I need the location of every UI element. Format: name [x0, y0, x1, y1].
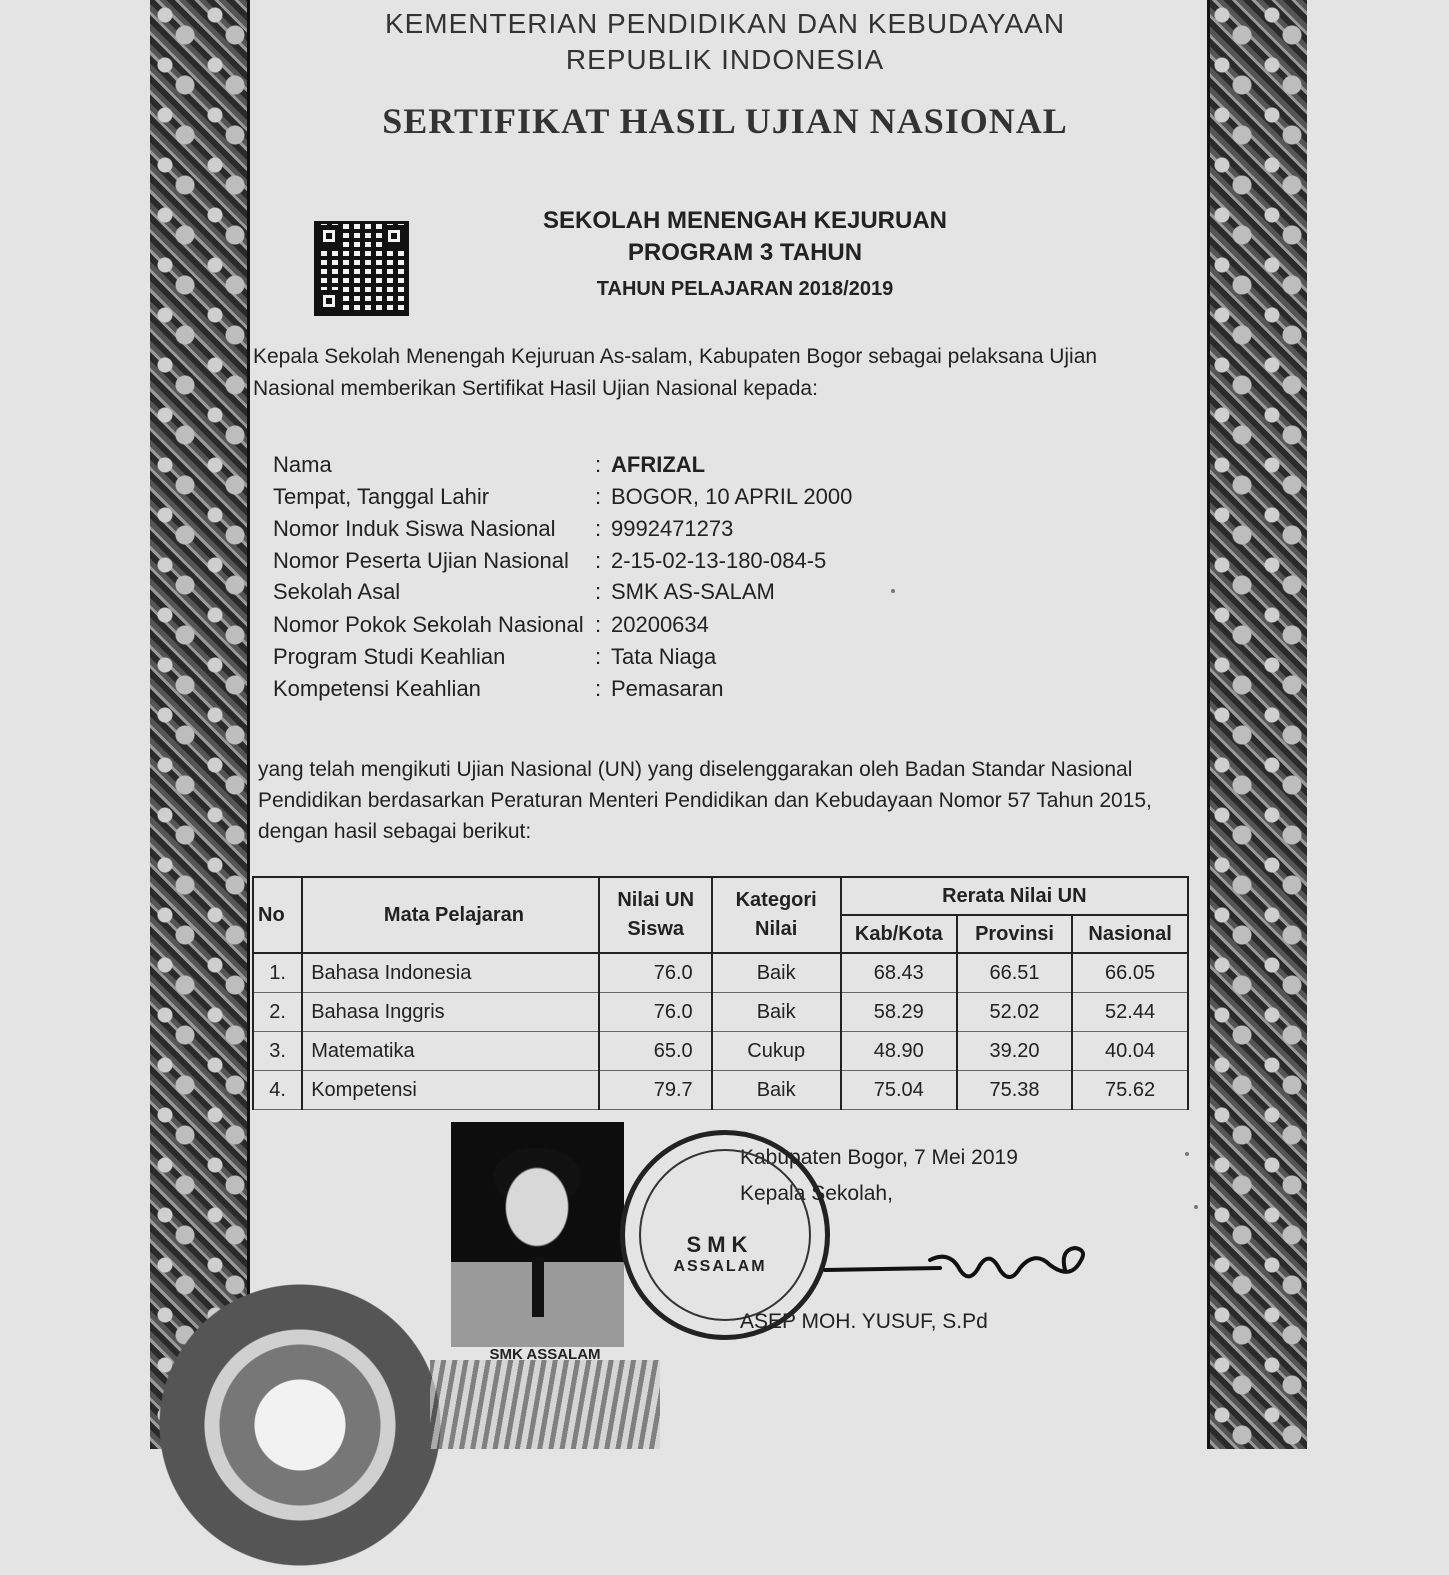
cell-kab: 58.29 — [841, 993, 957, 1032]
info-value: 9992471273 — [611, 516, 734, 541]
photo-caption: SMK ASSALAM — [489, 1346, 601, 1363]
cell-category: Cukup — [712, 1032, 841, 1071]
header-category-line: Nilai — [755, 918, 798, 940]
header-average-group: Rerata Nilai UN — [841, 877, 1188, 915]
header-no: No — [253, 877, 302, 953]
cell-score: 76.0 — [599, 993, 712, 1032]
info-value: 2-15-02-13-180-084-5 — [611, 548, 827, 573]
header-category-line: Kategori — [735, 889, 817, 911]
student-name: AFRIZAL — [611, 452, 706, 477]
info-label: Kompetensi Keahlian — [273, 676, 481, 701]
info-separator: : — [595, 676, 602, 701]
speck — [891, 589, 895, 593]
fingerprint-smudge — [430, 1360, 660, 1449]
info-label: Sekolah Asal — [273, 579, 401, 604]
info-separator: : — [595, 612, 602, 637]
cell-prov: 66.51 — [957, 953, 1072, 993]
qr-finder-icon — [383, 225, 405, 247]
header-kab: Kab/Kota — [841, 915, 957, 953]
stamp-text: ASSALAM — [673, 1258, 767, 1275]
info-separator: : — [595, 579, 602, 604]
cell-nas: 40.04 — [1072, 1032, 1188, 1071]
cell-no: 3. — [253, 1032, 302, 1071]
info-separator: : — [595, 516, 602, 541]
intro-paragraph — [253, 341, 1153, 405]
cell-nas: 52.44 — [1072, 993, 1188, 1032]
signature-place-date: Kabupaten Bogor, 7 Mei 2019 — [740, 1146, 1018, 1169]
intro-line: Nasional memberikan Sertifikat Hasil Ujian Nasional kepada: — [253, 377, 818, 400]
table-row — [253, 953, 1188, 993]
table-row — [253, 993, 1188, 1032]
table-header-row — [253, 877, 1188, 915]
signature-role: Kepala Sekolah, — [740, 1182, 893, 1205]
cell-score: 65.0 — [599, 1032, 712, 1071]
cell-kab: 48.90 — [841, 1032, 957, 1071]
cell-category: Baik — [712, 993, 841, 1032]
cell-no: 4. — [253, 1071, 302, 1110]
signature-name: ASEP MOH. YUSUF, S.Pd — [740, 1310, 988, 1333]
info-value: SMK AS-SALAM — [611, 579, 775, 604]
cell-kab: 75.04 — [841, 1071, 957, 1110]
cell-subject: Matematika — [302, 1032, 599, 1071]
tie-icon — [532, 1257, 544, 1317]
cell-subject: Kompetensi — [302, 1071, 599, 1110]
qr-code-icon — [314, 221, 409, 316]
statement-paragraph — [258, 754, 1188, 847]
table-row — [253, 1032, 1188, 1071]
header-score-line: Nilai UN — [617, 889, 695, 911]
info-label: Nama — [273, 452, 332, 477]
statement-line: dengan hasil sebagai berikut: — [258, 820, 532, 843]
cell-no: 1. — [253, 953, 302, 993]
header-subject: Mata Pelajaran — [302, 877, 599, 953]
embossed-seal-icon — [150, 1275, 450, 1575]
header-score-line: Siswa — [627, 918, 685, 940]
program-duration: PROGRAM 3 TAHUN — [627, 239, 863, 266]
cell-nas: 66.05 — [1072, 953, 1188, 993]
cell-score: 79.7 — [599, 1071, 712, 1110]
cell-prov: 75.38 — [957, 1071, 1072, 1110]
info-value: Pemasaran — [611, 676, 724, 701]
statement-line: Pendidikan berdasarkan Peraturan Menteri Pendidikan dan Kebudayaan Nomor 57 Tahun 2015, — [258, 789, 1152, 812]
info-label: Nomor Induk Siswa Nasional — [273, 516, 556, 541]
header-nas: Nasional — [1072, 915, 1188, 953]
info-value: Tata Niaga — [611, 644, 717, 669]
info-label: Tempat, Tanggal Lahir — [273, 484, 490, 509]
cell-score: 76.0 — [599, 953, 712, 993]
cell-category: Baik — [712, 1071, 841, 1110]
info-label: Nomor Peserta Ujian Nasional — [273, 548, 569, 573]
info-label: Nomor Pokok Sekolah Nasional — [273, 612, 584, 637]
ministry-name: KEMENTERIAN PENDIDIKAN DAN KEBUDAYAAN — [384, 8, 1066, 39]
info-separator: : — [595, 644, 602, 669]
header-prov: Provinsi — [957, 915, 1072, 953]
cell-kab: 68.43 — [841, 953, 957, 993]
header-category — [712, 877, 841, 953]
qr-finder-icon — [318, 225, 340, 247]
country-name: REPUBLIK INDONESIA — [565, 44, 885, 75]
cell-prov: 52.02 — [957, 993, 1072, 1032]
school-type: SEKOLAH MENENGAH KEJURUAN — [542, 207, 948, 234]
cell-no: 2. — [253, 993, 302, 1032]
cell-subject: Bahasa Indonesia — [302, 953, 599, 993]
info-label: Program Studi Keahlian — [273, 644, 506, 669]
ornamental-border-right — [1207, 0, 1307, 1449]
cell-subject: Bahasa Inggris — [302, 993, 599, 1032]
intro-line: Kepala Sekolah Menengah Kejuruan As-salam, Kabupaten Bogor sebagai pelaksana Ujian — [253, 345, 1098, 368]
info-separator: : — [595, 548, 602, 573]
ornamental-border-left — [150, 0, 250, 1449]
academic-year: TAHUN PELAJARAN 2018/2019 — [596, 278, 894, 300]
qr-finder-icon — [318, 290, 340, 312]
certificate-title: SERTIFIKAT HASIL UJIAN NASIONAL — [382, 101, 1068, 141]
cell-nas: 75.62 — [1072, 1071, 1188, 1110]
info-value: 20200634 — [611, 612, 709, 637]
table-row — [253, 1071, 1188, 1110]
cell-category: Baik — [712, 953, 841, 993]
handwritten-signature-icon — [820, 1240, 1090, 1300]
speck — [1194, 1205, 1198, 1209]
info-value: BOGOR, 10 APRIL 2000 — [611, 484, 853, 509]
header-score — [599, 877, 712, 953]
speck — [1185, 1152, 1189, 1156]
cell-prov: 39.20 — [957, 1032, 1072, 1071]
statement-line: yang telah mengikuti Ujian Nasional (UN) yang diselenggarakan oleh Badan Standar Nasional — [258, 758, 1133, 781]
info-separator: : — [595, 484, 602, 509]
stamp-text: SMK — [686, 1232, 754, 1257]
grades-table — [252, 876, 1189, 1110]
student-photo — [451, 1122, 624, 1347]
info-separator: : — [595, 452, 602, 477]
